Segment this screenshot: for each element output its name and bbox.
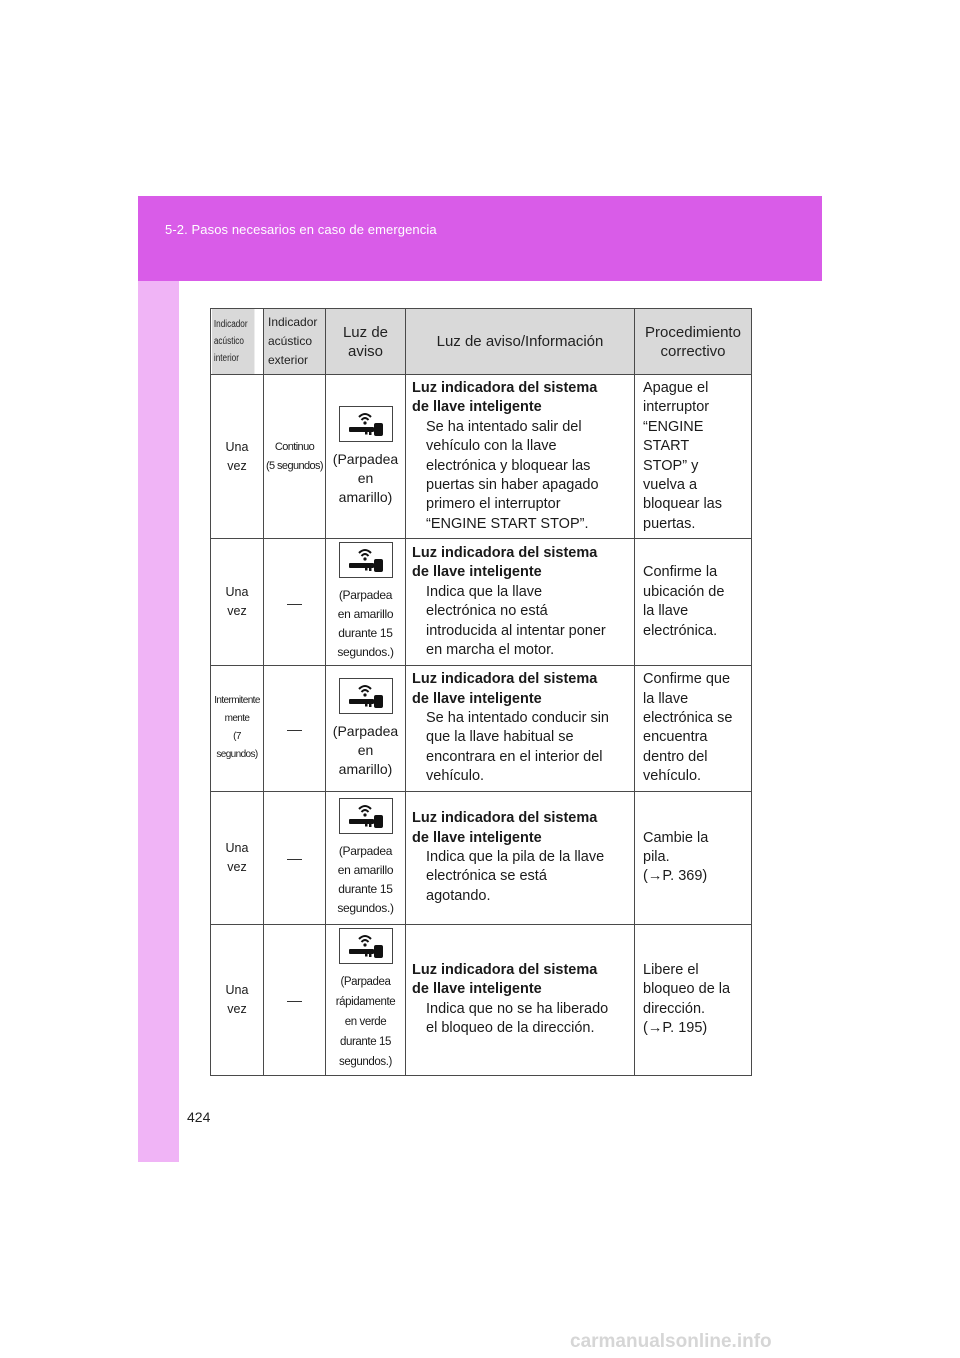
info-title: Luz indicadora del sistema de llave inteligente — [412, 545, 598, 581]
section-header-band — [138, 196, 822, 281]
light-caption: (Parpadea en amarillo) — [332, 722, 399, 777]
table-row — [211, 375, 752, 539]
interior-buzzer-cell: Una vez — [211, 924, 264, 1075]
info-title: Luz indicadora del sistema de llave inteligente — [412, 810, 598, 846]
smart-key-indicator-icon — [339, 542, 393, 578]
none-dash — [287, 1001, 302, 1002]
warning-light-cell — [326, 666, 406, 791]
smart-key-indicator-icon — [339, 406, 393, 442]
side-tab-strip — [138, 196, 179, 1162]
none-dash — [287, 730, 302, 731]
procedure-cell: Apague el interruptor “ENGINE START STOP” y vuelva a bloquear las puertas. — [635, 375, 752, 539]
exterior-buzzer-cell — [264, 539, 326, 666]
header-info: Luz de aviso/Información — [406, 309, 635, 375]
smart-key-indicator-icon — [339, 928, 393, 964]
info-cell — [406, 791, 635, 924]
warning-light-cell — [326, 539, 406, 666]
exterior-buzzer-cell — [264, 791, 326, 924]
section-title: 5-2. Pasos necesarios en caso de emergencia — [165, 222, 437, 237]
table-row — [211, 539, 752, 666]
info-title: Luz indicadora del sistema de llave inteligente — [412, 380, 598, 416]
warning-light-cell — [326, 375, 406, 539]
header-warning-light: Luz de aviso — [326, 309, 406, 375]
page-number: 424 — [187, 1109, 211, 1125]
procedure-cell: Cambie la pila. (→P. 369) — [635, 791, 752, 924]
info-title: Luz indicadora del sistema de llave inteligente — [412, 961, 598, 998]
table-row — [211, 791, 752, 924]
info-description: Indica que la pila de la llave electrónica se está agotando. — [426, 848, 605, 904]
exterior-buzzer-cell: Continuo (5 segundos) — [264, 375, 326, 539]
info-cell — [406, 375, 635, 539]
warning-light-cell — [326, 924, 406, 1075]
light-caption: (Parpadea en amarillo durante 15 segundos.) — [337, 843, 394, 915]
procedure-cell: Libere el bloqueo de la dirección. (→P. 195) — [635, 924, 752, 1075]
header-interior-buzzer: Indicador acústico interior — [211, 309, 254, 375]
warning-table — [210, 308, 752, 1076]
table-header-row — [211, 309, 752, 375]
table-row — [211, 924, 752, 1075]
smart-key-indicator-icon — [339, 678, 393, 714]
none-dash — [287, 859, 302, 860]
info-cell — [406, 539, 635, 666]
smart-key-indicator-icon — [339, 798, 393, 834]
light-caption: (Parpadea en amarillo durante 15 segundos.) — [337, 588, 394, 660]
header-exterior-buzzer: Indicador acústico exterior — [264, 309, 326, 375]
exterior-buzzer-cell — [264, 924, 326, 1075]
exterior-buzzer-cell — [264, 666, 326, 791]
interior-buzzer-cell: Una vez — [211, 375, 264, 539]
info-description: Se ha intentado conducir sin que la llave habitual se encontrara en el interior del vehículo. — [426, 710, 609, 785]
procedure-cell: Confirme que la llave electrónica se encuentra dentro del vehículo. — [635, 666, 752, 791]
light-caption: (Parpadea en amarillo) — [332, 451, 399, 506]
watermark: carmanualsonline.info — [570, 1331, 772, 1352]
warning-light-cell — [326, 791, 406, 924]
info-cell — [406, 924, 635, 1075]
interior-buzzer-cell: Una vez — [211, 791, 264, 924]
none-dash — [287, 604, 302, 605]
light-caption: (Parpadea rápidamente en verde durante 15 segundos.) — [335, 975, 396, 1068]
interior-buzzer-cell: Una vez — [211, 539, 264, 666]
info-description: Se ha intentado salir del vehículo con la llave electrónica y bloquear las puertas sin haber apagado primero el interruptor “ENGINE START STOP”. — [426, 418, 599, 532]
info-title: Luz indicadora del sistema de llave inteligente — [412, 671, 598, 707]
info-description: Indica que no se ha liberado el bloqueo de la dirección. — [426, 1000, 609, 1037]
info-description: Indica que la llave electrónica no está introducida al intentar poner en marcha el motor. — [426, 583, 606, 659]
header-procedure: Procedimiento correctivo — [635, 309, 752, 375]
info-cell — [406, 666, 635, 791]
interior-buzzer-cell: Intermitente mente (7 segundos) — [211, 666, 264, 791]
procedure-cell: Confirme la ubicación de la llave electrónica. — [635, 539, 752, 666]
table-row — [211, 666, 752, 791]
